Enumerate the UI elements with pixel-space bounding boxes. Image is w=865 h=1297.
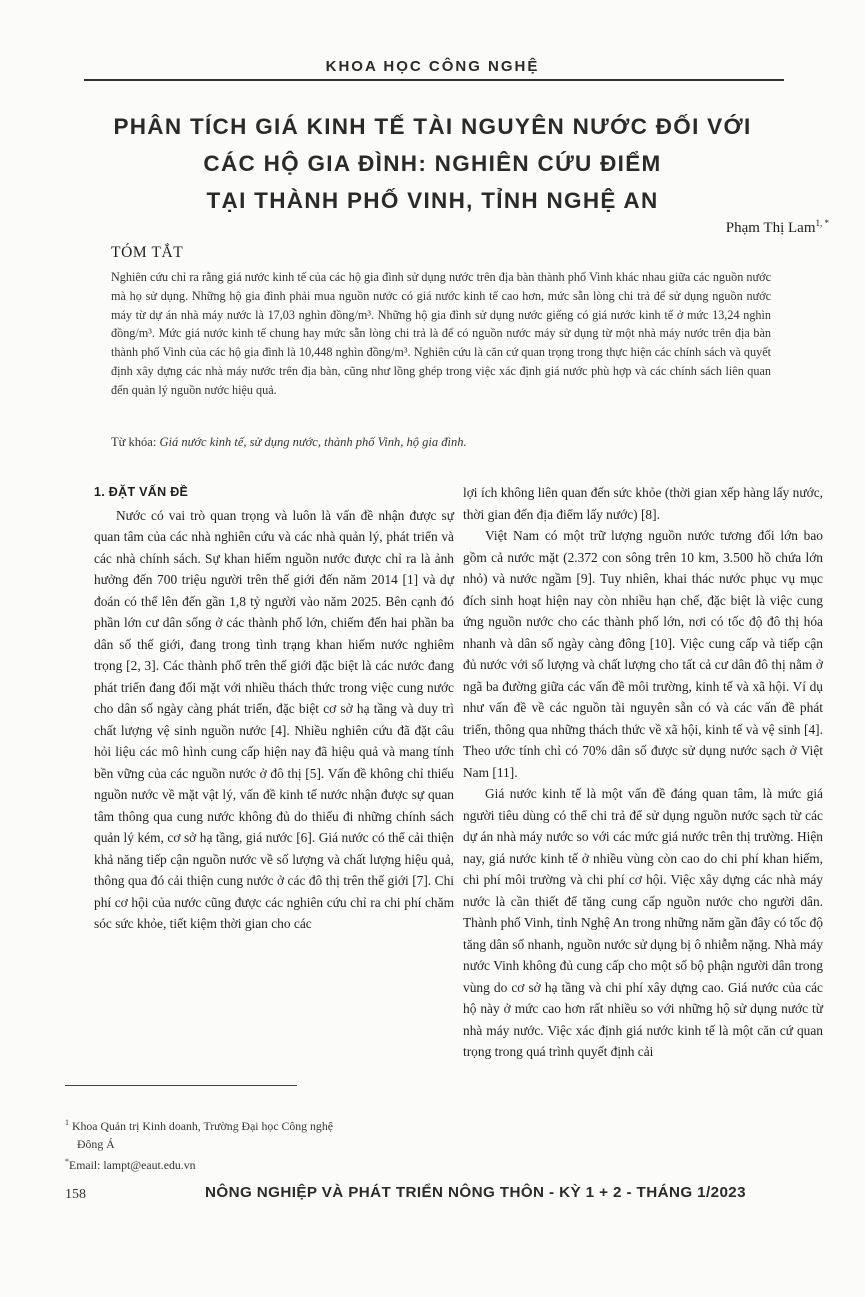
paragraph: Giá nước kinh tế là một vấn đề đáng quan tâm, là mức giá người tiêu dùng có thể chi trả để sử dụng nguồn nước sạch từ các dự án nhà máy nước so với các mức giá nước trên thị trường. Hiện nay, giá nước kinh tế ở nhiều vùng còn cao do chi phí khan hiếm, chi phí môi trường và chi phí cơ hội. Việc xây dựng các nhà máy nước là cần thiết để tăng cung cấp nguồn nước cho người dân. Thành phố Vinh, tỉnh Nghệ An trong những năm gần đây có tốc độ tăng dân số nhanh, nguồn nước sử dụng bị ô nhiễm nặng. Nhà máy nước Vinh không đủ cung cấp cho một số bộ phận người dân trong vùng do cơ sở hạ tầng và chi phí xây dựng cao. Giá nước của các hộ này ở mức cao hơn rất nhiều so với những hộ sử dụng nước từ nhà máy nước. Việc xác định giá nước kinh tế là một căn cứ quan trọng trong quá trình quyết định cải (463, 786, 823, 1059)
footnote-rule (65, 1085, 297, 1086)
page-number: 158 (65, 1187, 86, 1202)
paragraph: Nước có vai trò quan trọng và luôn là vấn đề nhận được sự quan tâm của các nhà nghiên cứu và các nhà quản lý, phát triển và các nhà chính sách. Sự khan hiếm nguồn nước được chỉ ra là ảnh hưởng đến 700 triệu người trên thế giới đến năm 2014 [1] và dự đoán có thể lên đến gần 1,8 tỷ người vào năm 2025. Bên cạnh đó phần lớn cư dân sống ở các thành phố lớn, chiếm đến hai phần ba dân số thế giới, đang trong tình trạng khan hiếm nước nghiêm trọng [2, 3]. Các thành phố trên thế giới đặc biệt là các nước đang phát triển đang đối mặt với nhiều thách thức trong việc cung nước cho dân số ngày càng phát triển, đặc biệt cơ sở hạ tầng và duy trì chất lượng vệ sinh nguồn nước [4]. Nhiều nghiên cứu đã đặt câu hỏi liệu các mô hình cung cấp hiện nay đã hiệu quả và mang tính bền vững của các nguồn nước ở đô thị [5]. Vấn đề không chỉ thiếu nguồn nước về mặt vật lý, vấn đề kinh tế nước nhận được sự quan tâm thông qua cung nước không đủ do thiếu đi những chính sách quản lý kém, cơ sở hạ tầng, giá nước [6]. Giá nước có thể cải thiện khả năng tiếp cận nguồn nước về số lượng và chất lượng hiệu quả, thông qua đó cải thiện cung nước ở các đô thị trên thế giới [7]. Chi phí cơ hội của nước cũng được các nghiên cứu chỉ ra chi phí chăm sóc sức khỏe, tiết kiệm thời gian cho các (94, 507, 454, 931)
body-column-left (94, 482, 454, 935)
title-line-2: CÁC HỘ GIA ĐÌNH: NGHIÊN CỨU ĐIỂM (203, 151, 662, 176)
abstract-heading: TÓM TẮT (111, 244, 184, 261)
keywords-text: Giá nước kinh tế, sử dụng nước, thành phố Vinh, hộ gia đình. (159, 435, 467, 449)
footnote-email (65, 1153, 425, 1174)
keywords-label: Từ khóa: (111, 435, 157, 449)
author (726, 218, 829, 237)
footnotes (65, 1114, 425, 1174)
section-label: KHOA HỌC CÔNG NGHỆ (325, 58, 540, 75)
paragraph: Việt Nam có một trữ lượng nguồn nước tương đối lớn bao gồm cả nước mặt (2.372 con sông trên 10 km, 3.500 hồ chứa lớn nhỏ) và nước ngầm [9]. Tuy nhiên, khai thác nước phục vụ mục đích sinh hoạt hiện nay còn nhiều hạn chế, đặc biệt là việc cung ứng nguồn nước cho các thành phố lớn, nơi có tốc độ đô thị hóa nhanh và dân số ngày càng đông [10]. Việc cung cấp và tiếp cận đủ nước với số lượng và chất lượng cho tất cả cư dân đô thị nằm ở ngã ba đường giữa các vấn đề môi trường, kinh tế và xã hội. Ví dụ như vấn đề về các nguồn tài nguyên sẵn có và các vấn đề phát triển, thông qua những thách thức về xã hội, kinh tế và vệ sinh [4]. Theo ước tính chỉ có 70% dân số được sử dụng nước sạch ở Việt Nam [11]. (463, 528, 823, 780)
footnote-affiliation (65, 1114, 425, 1135)
email: Email: lampt@eaut.edu.vn (69, 1157, 196, 1172)
header-rule (84, 79, 784, 81)
author-name: Phạm Thị Lam (725, 220, 816, 236)
paragraph: lợi ích không liên quan đến sức khỏe (thời gian xếp hàng lấy nước, thời gian đến địa điểm lấy nước) [8]. (463, 485, 823, 522)
author-marks: 1, * (815, 218, 829, 228)
affiliation-line-2: Đông Á (77, 1136, 115, 1151)
body-column-right (463, 482, 823, 1063)
section-heading: 1. ĐẶT VẤN ĐỀ (94, 485, 189, 499)
keywords (111, 433, 771, 451)
journal-footer: NÔNG NGHIỆP VÀ PHÁT TRIỂN NÔNG THÔN - KỲ 1 + 2 - THÁNG 1/2023 (205, 1184, 747, 1201)
affiliation-line: Khoa Quản trị Kinh doanh, Trường Đại học Công nghệ (71, 1118, 333, 1133)
footnote-mark: 1 (65, 1118, 69, 1127)
title-line-1: PHÂN TÍCH GIÁ KINH TẾ TÀI NGUYÊN NƯỚC ĐỐI VỚI (113, 114, 752, 139)
abstract-body: Nghiên cứu chỉ ra rằng giá nước kinh tế của các hộ gia đình sử dụng nước trên địa bàn thành phố Vinh khác nhau giữa các nguồn nước mà họ sử dụng. Những hộ gia đình phải mua nguồn nước có giá nước kinh tế cao hơn, mức sẵn lòng chi trả để sử dụng nguồn nước máy từ dự án nhà máy nước là 17,03 nghìn đồng/m³. Những hộ gia đình sử dụng nước giếng có giá nước kinh tế ở mức 13,24 nghìn đồng/m³. Mức giá nước kinh tế chung hay mức sẵn lòng chi trả là để có nguồn nước máy sử dụng từ một nhà máy nước trên địa bàn thành phố Vinh của các hộ gia đình là 10,448 nghìn đồng/m³. Nghiên cứu là căn cứ quan trọng trong thực hiện các chính sách và quyết định xây dựng các nhà máy nước trên địa bàn, cũng như lồng ghép trong việc xác định giá nước phù hợp và các chính sách liên quan đến quản lý nguồn nước hiệu quả. (111, 270, 771, 397)
footnote-mark: * (65, 1156, 69, 1166)
title-line-3: TẠI THÀNH PHỐ VINH, TỈNH NGHỆ AN (206, 188, 659, 213)
article-title (60, 108, 805, 219)
